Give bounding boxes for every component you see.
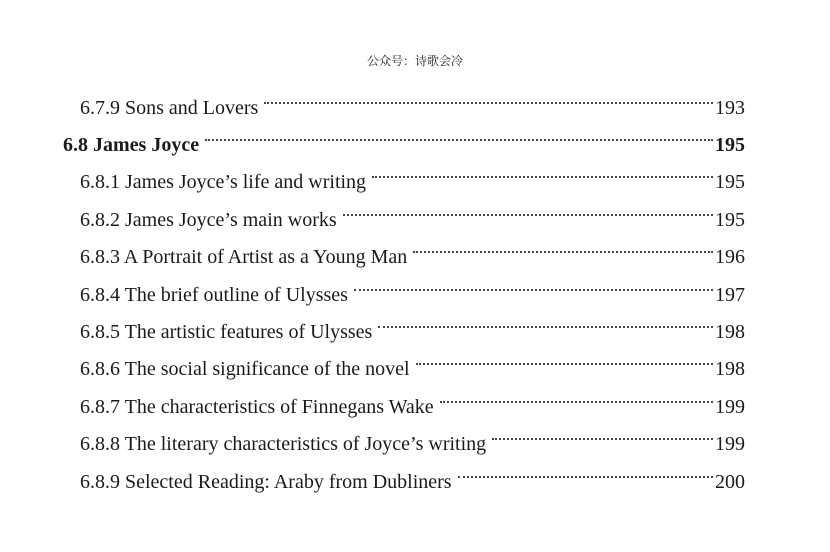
toc-section-entry[interactable] — [63, 121, 745, 156]
toc-entry-page: 198 — [715, 358, 745, 380]
toc-entry[interactable] — [80, 420, 745, 455]
toc-dot-leader — [354, 271, 713, 301]
toc-dot-leader — [343, 196, 713, 226]
toc-entry-title: 6.8.7 The characteristics of Finnegans Wake — [80, 396, 434, 418]
toc-entry-title: 6.8 James Joyce — [63, 134, 200, 156]
toc-entry-title: 6.8.1 James Joyce’s life and writing — [80, 171, 367, 193]
toc-entry-title: 6.8.8 The literary characteristics of Joyce’s writing — [80, 433, 487, 455]
toc-entry-page: 193 — [715, 97, 745, 119]
toc-entry-title: 6.7.9 Sons and Lovers — [80, 97, 259, 119]
toc-dot-leader — [372, 158, 713, 188]
page-header: 公众号：诗歌会冷 — [366, 54, 463, 68]
toc-entry-page: 197 — [715, 284, 745, 306]
toc-dot-leader — [205, 121, 713, 151]
toc-entry-title: 6.8.5 The artistic features of Ulysses — [80, 321, 373, 343]
toc-dot-leader — [458, 458, 713, 488]
toc-dot-leader — [264, 84, 713, 114]
toc-entry-title: 6.8.4 The brief outline of Ulysses — [80, 284, 348, 306]
toc-entry[interactable] — [80, 196, 745, 231]
toc-entry-page: 198 — [715, 321, 745, 343]
toc-entry[interactable] — [80, 233, 745, 268]
toc-entry-title: 6.8.9 Selected Reading: Araby from Dubliners — [80, 471, 452, 493]
toc-entry-page: 196 — [715, 246, 745, 268]
toc-entry-title: 6.8.3 A Portrait of Artist as a Young Man — [80, 246, 408, 268]
toc-entry-page: 195 — [715, 134, 745, 156]
toc-entry-page: 199 — [715, 433, 745, 455]
toc-dot-leader — [378, 308, 713, 338]
toc-entry-title: 6.8.6 The social significance of the novel — [80, 358, 410, 380]
toc-entry-page: 195 — [715, 209, 745, 231]
toc-entry[interactable] — [80, 308, 745, 343]
toc-entry[interactable] — [80, 458, 745, 493]
toc-entry-title: 6.8.2 James Joyce’s main works — [80, 209, 337, 231]
toc-entry[interactable] — [80, 345, 745, 380]
toc-dot-leader — [492, 420, 713, 450]
toc-dot-leader — [416, 345, 713, 375]
toc-dot-leader — [413, 233, 713, 263]
toc-dot-leader — [440, 383, 713, 413]
toc-entry[interactable] — [80, 271, 745, 306]
toc-entry[interactable] — [80, 158, 745, 193]
toc-entry-page: 195 — [715, 171, 745, 193]
toc-entry[interactable] — [80, 84, 745, 119]
toc-entry[interactable] — [80, 383, 745, 418]
toc-entry-page: 199 — [715, 396, 745, 418]
toc-entry-page: 200 — [715, 471, 745, 493]
